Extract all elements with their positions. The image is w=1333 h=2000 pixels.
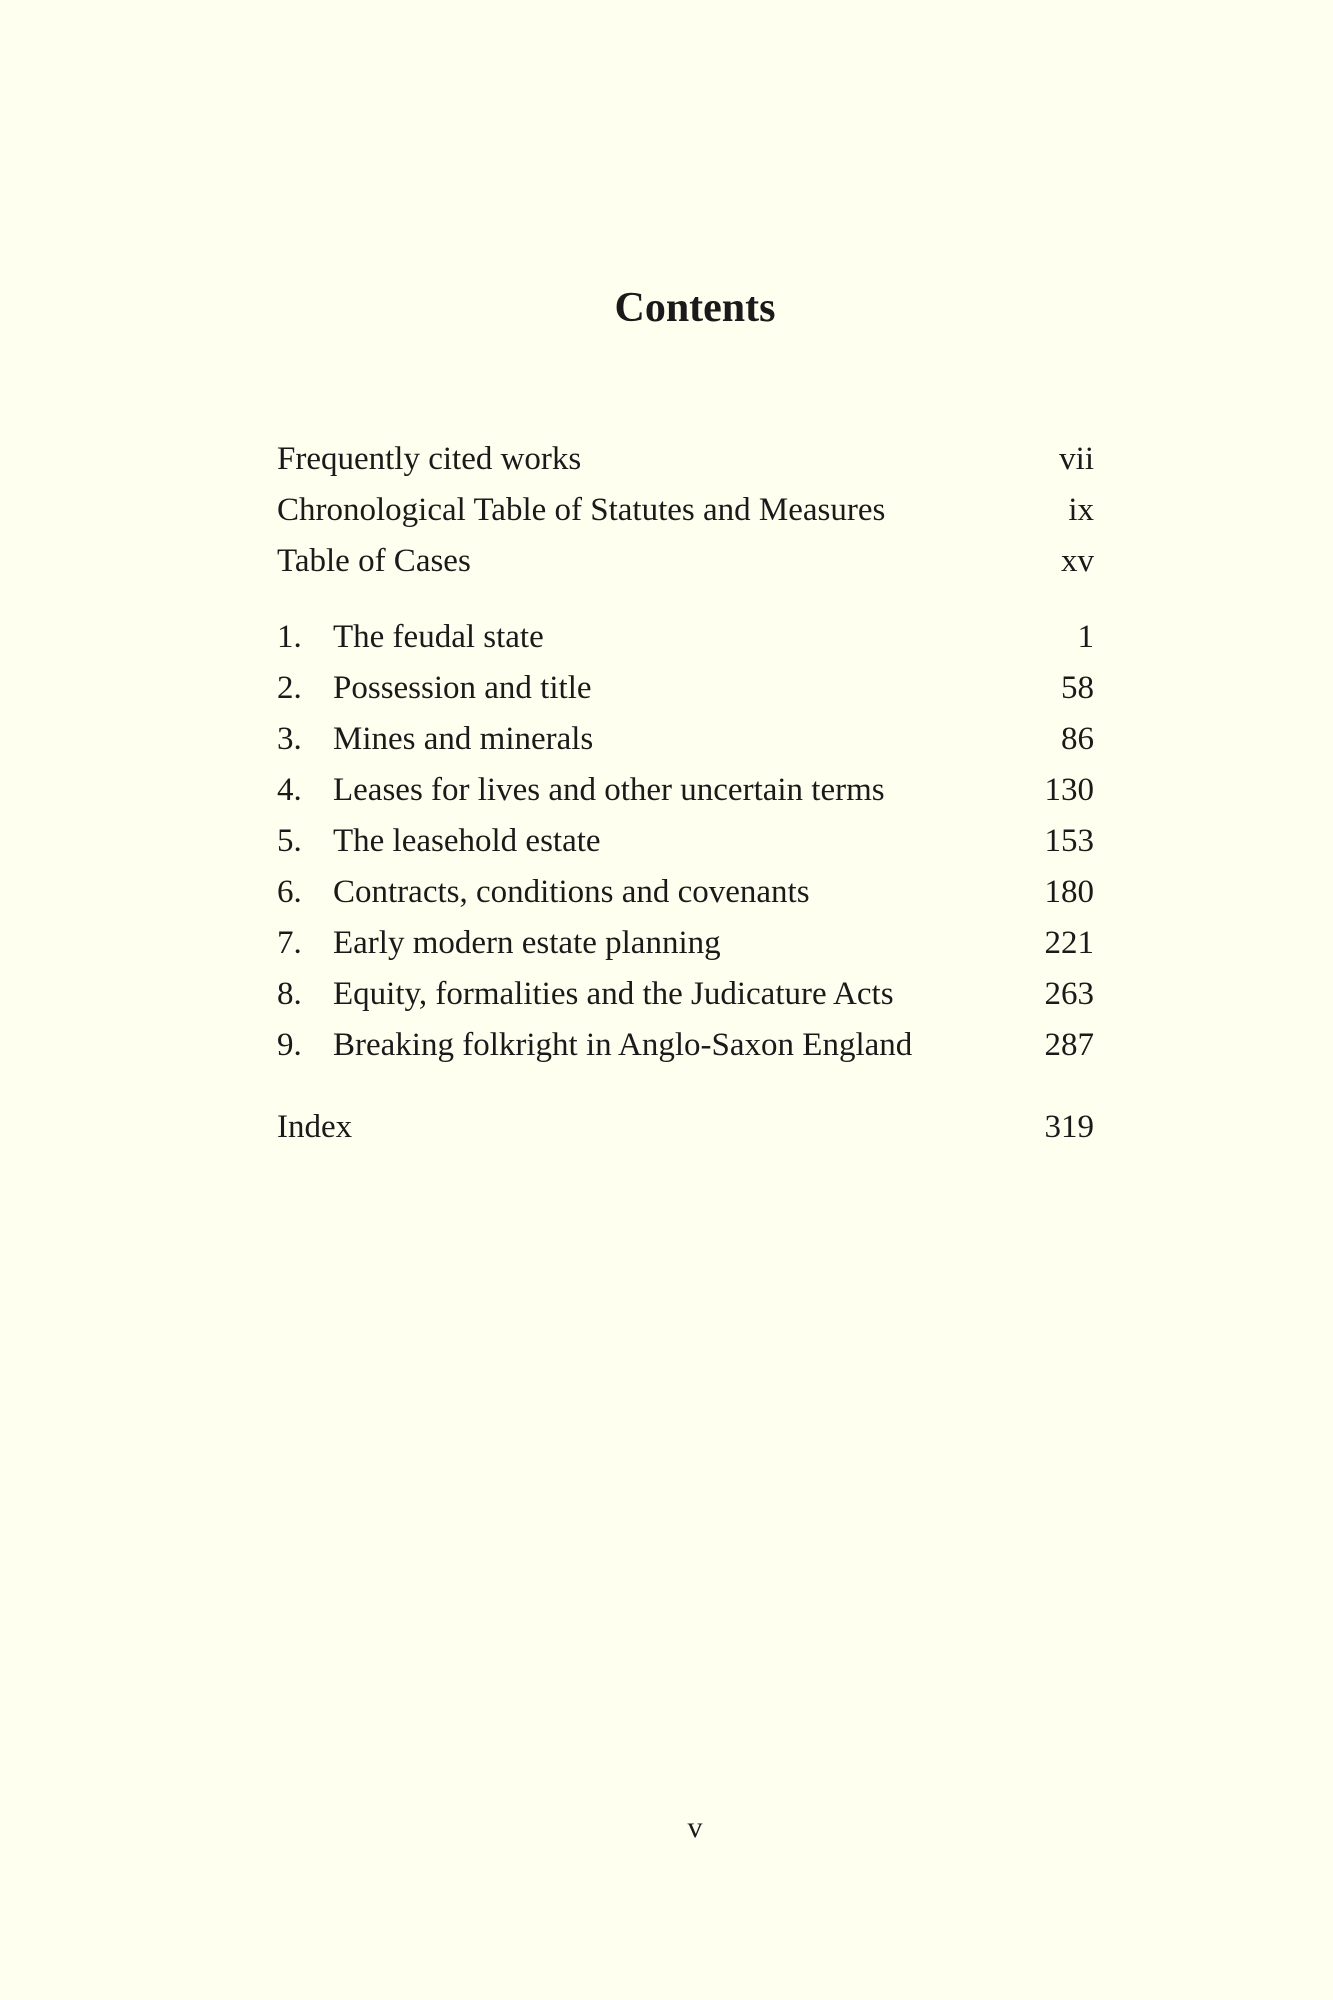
toc-entry-label: Frequently cited works	[277, 441, 582, 477]
chapter-page: 221	[1044, 925, 1094, 961]
chapter-page: 58	[1061, 670, 1094, 706]
chapter-number: 8.	[277, 976, 302, 1012]
chapter-title: The leasehold estate	[333, 823, 601, 859]
chapter-page: 180	[1044, 874, 1094, 910]
toc-chapter-7[interactable]	[277, 918, 1094, 969]
chapter-number: 9.	[277, 1027, 302, 1063]
toc-front-matter	[277, 434, 1094, 587]
chapter-number: 5.	[277, 823, 302, 859]
toc-entry-page: xv	[1061, 543, 1094, 579]
chapter-number: 4.	[277, 772, 302, 808]
toc-chapter-8[interactable]	[277, 969, 1094, 1020]
chapter-number: 2.	[277, 670, 302, 706]
chapter-title: Early modern estate planning	[333, 925, 721, 961]
toc-entry-index[interactable]	[277, 1102, 1094, 1153]
page-number: v	[687, 1811, 703, 1844]
toc-entry-label: Index	[277, 1109, 353, 1145]
chapter-number: 6.	[277, 874, 302, 910]
chapter-number: 3.	[277, 721, 302, 757]
toc-entry-label: Table of Cases	[277, 543, 471, 579]
toc-entry-table-of-cases[interactable]	[277, 536, 1094, 587]
toc-chapter-2[interactable]	[277, 663, 1094, 714]
toc-entry-frequently-cited-works[interactable]	[277, 434, 1094, 485]
chapter-page: 153	[1044, 823, 1094, 859]
toc-chapter-5[interactable]	[277, 816, 1094, 867]
chapter-page: 263	[1044, 976, 1094, 1012]
chapter-page: 1	[1077, 619, 1094, 655]
toc-chapter-9[interactable]	[277, 1020, 1094, 1071]
chapter-number: 1.	[277, 619, 302, 655]
toc-chapter-6[interactable]	[277, 867, 1094, 918]
chapter-title: Contracts, conditions and covenants	[333, 874, 810, 910]
chapter-page: 287	[1044, 1027, 1094, 1063]
toc-entry-page: vii	[1059, 441, 1094, 477]
chapter-page: 130	[1044, 772, 1094, 808]
toc-chapter-1[interactable]	[277, 612, 1094, 663]
page-title: Contents	[614, 285, 776, 331]
toc-chapter-3[interactable]	[277, 714, 1094, 765]
chapter-title: Equity, formalities and the Judicature Acts	[333, 976, 894, 1012]
toc-back-matter	[277, 1102, 1094, 1153]
chapter-page: 86	[1061, 721, 1094, 757]
toc-chapter-4[interactable]	[277, 765, 1094, 816]
chapter-title: Possession and title	[333, 670, 592, 706]
toc-entry-label: Chronological Table of Statutes and Measures	[277, 492, 886, 528]
chapter-title: Breaking folkright in Anglo-Saxon England	[333, 1027, 913, 1063]
toc-entry-page: ix	[1068, 492, 1094, 528]
chapter-title: The feudal state	[333, 619, 544, 655]
toc-entry-page: 319	[1044, 1109, 1094, 1145]
toc-chapters	[277, 612, 1094, 1071]
chapter-number: 7.	[277, 925, 302, 961]
chapter-title: Leases for lives and other uncertain terms	[333, 772, 885, 808]
toc-entry-chronological-table[interactable]	[277, 485, 1094, 536]
chapter-title: Mines and minerals	[333, 721, 594, 757]
